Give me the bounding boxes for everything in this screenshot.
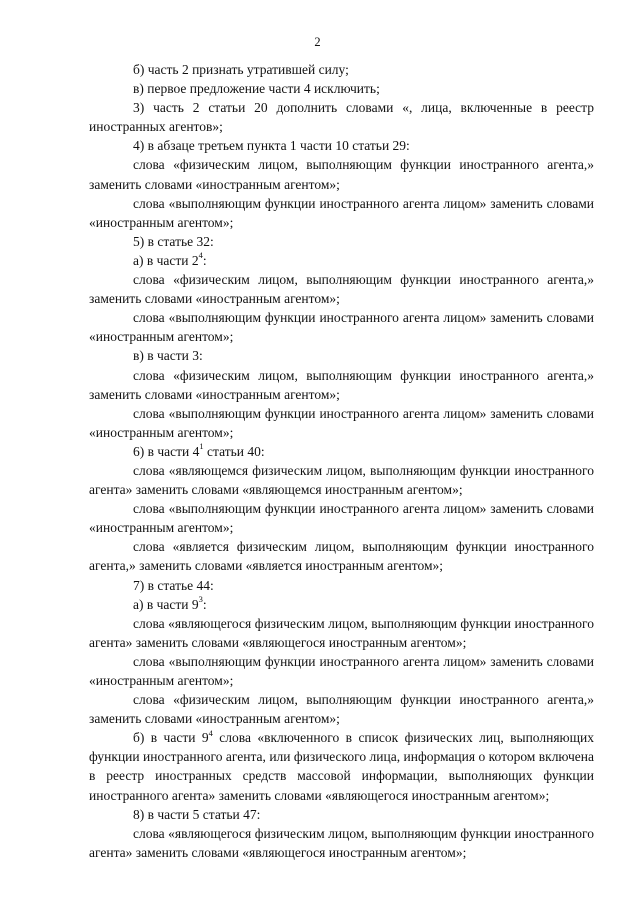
paragraph: 8) в части 5 статьи 47: [133, 806, 261, 822]
paragraph: слова «выполняющим функции иностранного агента лицом» заменить словами «иностранным агентом»; [89, 195, 594, 230]
paragraph: слова «являющемся физическим лицом, выполняющим функции иностранного агента» заменить словами «являющемся иностранным агентом»; [89, 462, 594, 498]
paragraph: б) часть 2 признать утратившей силу; [133, 62, 349, 77]
paragraph: слова «выполняющим функции иностранного агента лицом» заменить словами «иностранным агентом»; [89, 501, 594, 536]
paragraph: слова «выполняющим функции иностранного агента лицом» заменить словами «иностранным агентом»; [89, 405, 594, 440]
paragraph: слова «выполняющим функции иностранного агента лицом» заменить словами «иностранным агентом»; [89, 310, 594, 345]
paragraph: в) в части 3: [133, 348, 203, 364]
paragraph: в) первое предложение части 4 исключить; [133, 81, 380, 97]
paragraph: 6) в части $4^1$ статьи 40: [133, 441, 265, 459]
paragraph: 7) в статье 44: [133, 577, 214, 593]
paragraph: слова «физическим лицом, выполняющим функции иностранного агента,» заменить словами «иностранным агентом»; [89, 367, 594, 402]
paragraph: слова «являющегося физическим лицом, выполняющим функции иностранного агента» заменить словами «являющегося иностранным агентом»; [89, 615, 594, 650]
paragraph: слова «физическим лицом, выполняющим функции иностранного агента,» заменить словами «иностранным агентом»; [89, 272, 594, 307]
paragraph: слова «являющегося физическим лицом, выполняющим функции иностранного агента» заменить словами «являющегося иностранным агентом»; [89, 825, 594, 860]
paragraph: а) в части $9^3$: [133, 594, 207, 612]
paragraph: 3) часть 2 статьи 20 дополнить словами «, лица, включенные в реестр иностранных агентов»; [89, 100, 594, 135]
paragraph: слова «физическим лицом, выполняющим функции иностранного агента,» заменить словами «иностранным агентом»; [89, 692, 594, 727]
paragraph: 4) в абзаце третьем пункта 1 части 10 статьи 29: [133, 138, 410, 154]
paragraph: слова «физическим лицом, выполняющим функции иностранного агента,» заменить словами «иностранным агентом»; [89, 157, 594, 192]
paragraph: б) в части $9^4$ слова «включенного в список физических лиц, выполняющих функции иностранного агента, или физического лица, информация о котором включена в реестр иностранных средств массовой информации, выполняющих функции иностранного агента» заменить словами «являющегося иностранным агентом»; [89, 727, 594, 803]
document-body [89, 60, 594, 862]
paragraph: 5) в статье 32: [133, 233, 214, 249]
page-number: 2 [314, 35, 321, 49]
paragraph: а) в части $2^4$: [133, 250, 207, 268]
paragraph: слова «является физическим лицом, выполняющим функции иностранного агента,» заменить словами «является иностранным агентом»; [89, 539, 594, 574]
paragraph: слова «выполняющим функции иностранного агента лицом» заменить словами «иностранным агентом»; [89, 653, 594, 688]
